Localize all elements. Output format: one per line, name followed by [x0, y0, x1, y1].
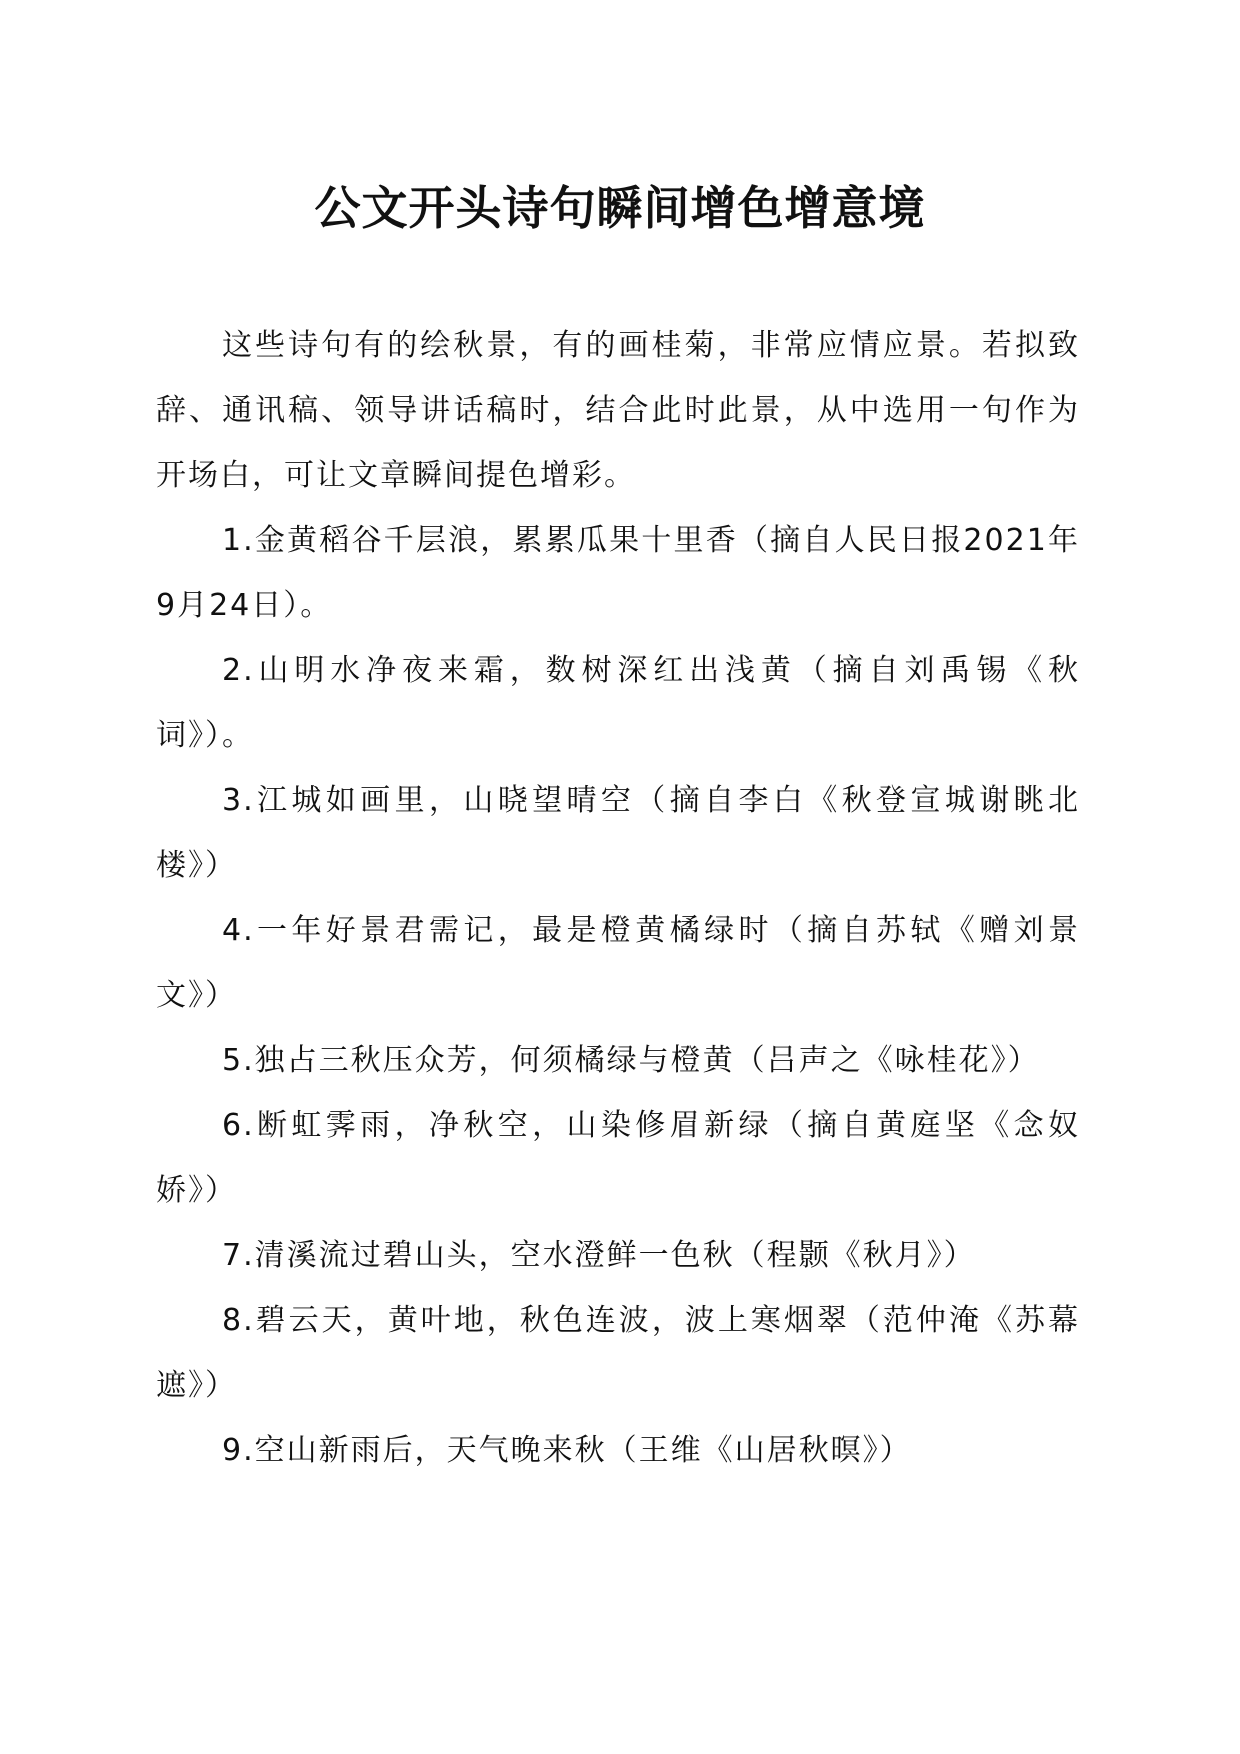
list-item: 1.金黄稻谷千层浪，累累瓜果十里香（摘自人民日报2021年9月24日）。	[156, 523, 1080, 623]
list-item: 2.山明水净夜来霜，数树深红出浅黄（摘自刘禹锡《秋词》）。	[156, 653, 1080, 753]
list-item: 7.清溪流过碧山头，空水澄鲜一色秋（程颢《秋月》）	[222, 1238, 976, 1273]
list-item: 8.碧云天，黄叶地，秋色连波，波上寒烟翠（范仲淹《苏幕遮》）	[156, 1303, 1080, 1403]
list-item: 3.江城如画里，山晓望晴空（摘自李白《秋登宣城谢眺北楼》）	[156, 783, 1080, 883]
list-item: 5.独占三秋压众芳，何须橘绿与橙黄（吕声之《咏桂花》）	[222, 1043, 1040, 1078]
document-title: 公文开头诗句瞬间增色增意境	[314, 181, 926, 235]
list-item: 4.一年好景君需记，最是橙黄橘绿时（摘自苏轼《赠刘景文》）	[156, 913, 1080, 1013]
list-item: 6.断虹霁雨，净秋空，山染修眉新绿（摘自黄庭坚《念奴娇》）	[156, 1108, 1080, 1208]
intro-paragraph: 这些诗句有的绘秋景，有的画桂菊，非常应情应景。若拟致辞、通讯稿、领导讲话稿时，结合此时此景，从中选用一句作为开场白，可让文章瞬间提色增彩。	[156, 328, 1080, 493]
document-body	[156, 313, 1080, 1483]
list-item: 9.空山新雨后，天气晚来秋（王维《山居秋暝》）	[222, 1433, 912, 1468]
